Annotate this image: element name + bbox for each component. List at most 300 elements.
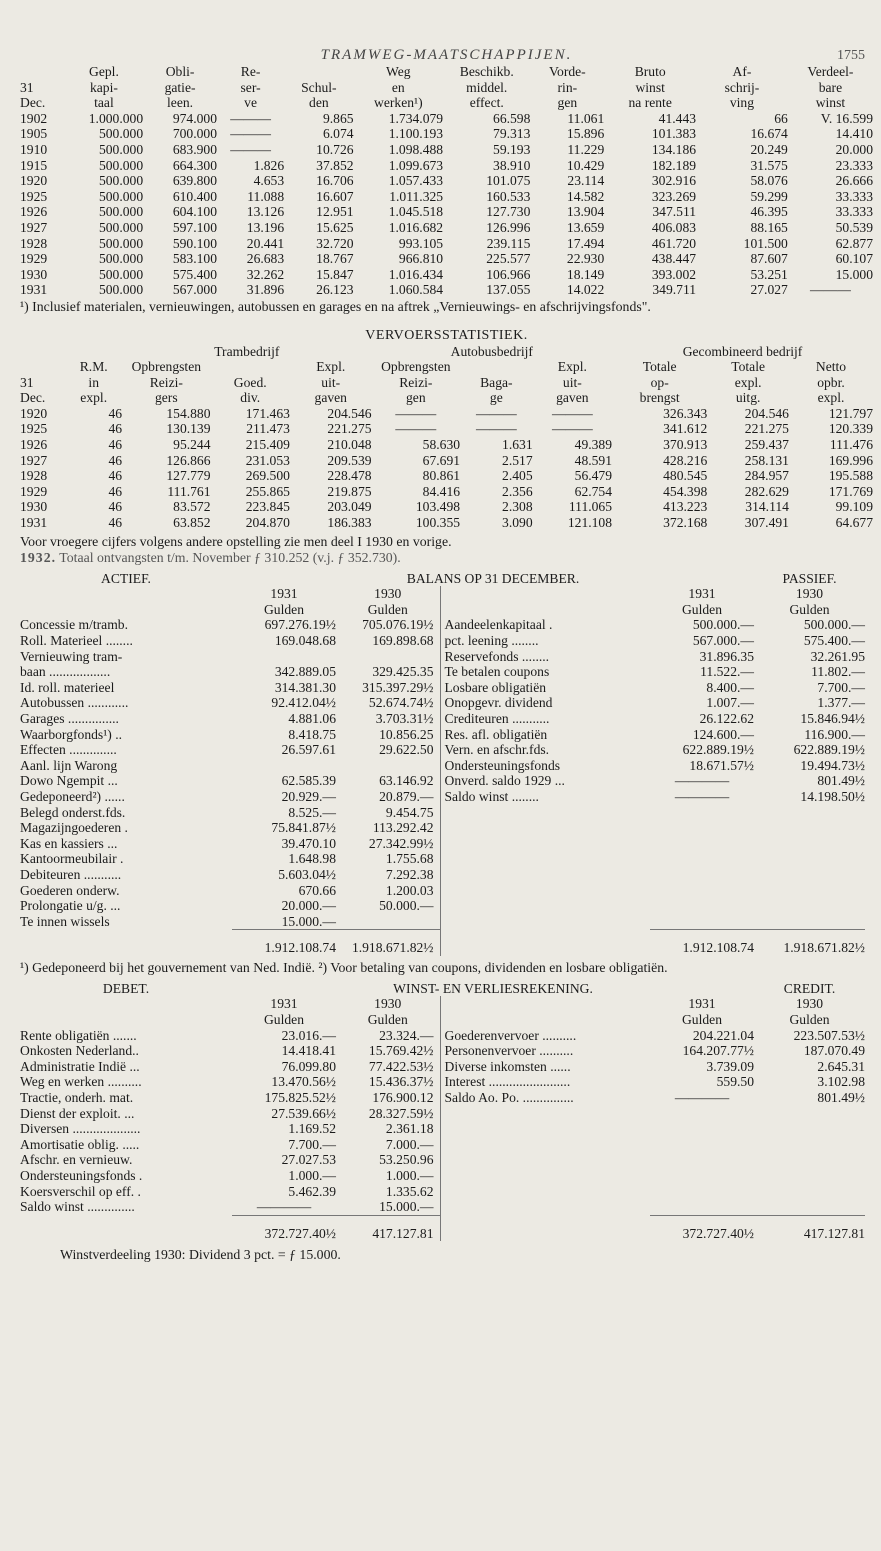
- pnl-year: Gulden: [681, 1012, 723, 1028]
- financial-cell: 10.429: [566, 157, 605, 173]
- financial-cell: 500.000: [98, 188, 144, 204]
- financial-cell: 1.057.433: [388, 173, 444, 189]
- transport-cell: 111.065: [568, 499, 613, 515]
- transport-cell: 2.308: [502, 499, 533, 515]
- pnl-spacer: [440, 996, 650, 1012]
- pnl-empty: [440, 1215, 650, 1241]
- financial-header-cell: winst: [815, 95, 846, 111]
- page-header: [20, 0, 873, 64]
- balance-label: Res. afl. obligatiën: [440, 727, 650, 743]
- financial-cell: 1915: [20, 157, 48, 173]
- transport-cell: 48.591: [574, 452, 613, 468]
- financial-row: [20, 220, 873, 236]
- pnl-value: 53.250.96: [379, 1152, 434, 1168]
- balance-empty: [754, 836, 865, 852]
- balance-row: [20, 805, 865, 821]
- financial-cell: 46.395: [750, 204, 788, 220]
- transport-header-cell: Dec.: [20, 390, 46, 406]
- pnl-empty: [754, 1199, 865, 1215]
- financial-cell: 500.000: [98, 251, 144, 267]
- pnl-row: [20, 1184, 865, 1200]
- balance-empty: [650, 867, 754, 883]
- transport-header-cell: 31: [20, 374, 34, 390]
- financial-cell: 26.683: [246, 251, 285, 267]
- pnl-empty: [754, 1106, 865, 1122]
- financial-header-cell: Vorde-: [548, 64, 586, 79]
- transport-cell: 307.491: [744, 515, 789, 531]
- financial-cell: 20.249: [750, 141, 788, 157]
- balance-label: Vern. en afschr.fds.: [440, 742, 650, 758]
- financial-row: [20, 126, 873, 142]
- transport-cell: 228.478: [327, 468, 372, 484]
- pnl-row: [20, 1106, 865, 1122]
- transport-header-cell: gaven: [314, 390, 347, 406]
- transport-row: [20, 484, 873, 500]
- transport-header-cell: opbr.: [817, 374, 845, 390]
- transport-cell: 127.779: [166, 468, 211, 484]
- balance-year: 1931: [688, 586, 716, 602]
- financial-header-cell: schrij-: [724, 79, 760, 95]
- balance-label: Crediteuren ...........: [440, 711, 650, 727]
- financial-cell: 20.441: [246, 235, 285, 251]
- financial-cell: 500.000: [98, 235, 144, 251]
- balance-empty: [440, 851, 650, 867]
- transport-cell: ———: [395, 405, 437, 421]
- balance-total-row: [20, 930, 865, 956]
- balance-row: [20, 758, 865, 774]
- financial-cell: 59.193: [493, 141, 531, 157]
- balance-total: 1.912.108.74: [232, 930, 336, 956]
- balance-empty: [650, 898, 754, 914]
- transport-cell: 1926: [20, 437, 48, 453]
- balance-value: 1.007.—: [706, 695, 754, 711]
- transport-cell: 370.913: [663, 437, 708, 453]
- balance-value: 567.000.—: [692, 633, 754, 648]
- pnl-empty: [440, 1168, 650, 1184]
- transport-cell: 80.861: [422, 468, 461, 484]
- financial-cell: 683.900: [172, 141, 217, 157]
- financial-cell: 23.114: [567, 173, 605, 189]
- financial-cell: 1.099.673: [388, 157, 444, 173]
- transport-cell: 2.405: [502, 468, 533, 484]
- transport-header-row: [20, 359, 873, 375]
- balance-value: 26.122.62: [699, 710, 754, 726]
- pnl-label: Tractie, onderh. mat.: [20, 1090, 134, 1106]
- pnl-year: Gulden: [263, 1012, 305, 1028]
- pnl-year: 1930: [374, 996, 402, 1012]
- financial-cell: 127.730: [486, 204, 531, 220]
- financial-cell: 66.598: [493, 110, 531, 126]
- pnl-row: [20, 1028, 865, 1044]
- financial-row: [20, 158, 873, 174]
- transport-cell: 223.845: [245, 499, 290, 515]
- balance-label: pct. leening ........: [440, 633, 650, 649]
- balance-row: [20, 649, 865, 665]
- balance-empty: [650, 883, 754, 899]
- balance-value: 18.671.57½: [689, 757, 754, 773]
- transport-cell: ———: [475, 405, 517, 421]
- transport-cell: 46: [108, 483, 123, 499]
- pnl-value: 1.000.—: [385, 1168, 434, 1183]
- transport-header-cell: brengst: [639, 390, 680, 406]
- balance-value: [336, 914, 440, 930]
- balance-value: 92.412.04½: [271, 695, 336, 711]
- pnl-value: 3.739.09: [706, 1058, 754, 1074]
- transport-row: [20, 468, 873, 484]
- transport-row: [20, 453, 873, 469]
- financial-cell: 993.105: [398, 235, 444, 251]
- balance-value: 697.276.19½: [264, 617, 336, 633]
- financial-cell: 438.447: [651, 251, 697, 267]
- pnl-row: [20, 1137, 865, 1153]
- pnl-value: 14.418.41: [281, 1043, 336, 1059]
- financial-header-cell: [284, 64, 353, 80]
- balance-value: 9.454.75: [385, 804, 434, 820]
- pnl-value: 559.50: [716, 1074, 754, 1090]
- dividend-note: Winstverdeeling 1930: Dividend 3 pct. = ƒ 15.000.: [60, 1247, 341, 1263]
- balance-row: [20, 773, 865, 789]
- pnl-years-row: [20, 996, 865, 1012]
- pnl-value: 28.327.59½: [368, 1105, 434, 1121]
- balance-label: Autobussen ............: [20, 695, 129, 711]
- transport-cell: 221.275: [327, 421, 372, 437]
- financial-header-cell: Schul-: [301, 79, 337, 95]
- financial-cell: 106.966: [486, 266, 531, 282]
- pnl-empty: [440, 1121, 650, 1137]
- financial-cell: 160.533: [486, 188, 531, 204]
- financial-cell: 15.000: [835, 266, 873, 282]
- financial-cell: 13.904: [566, 204, 605, 220]
- pnl-label: Goederenvervoer ..........: [440, 1028, 650, 1044]
- financial-cell: 500.000: [98, 173, 144, 189]
- financial-header-cell: kapi-: [89, 79, 118, 95]
- transport-header-cell: ge: [489, 390, 503, 406]
- pnl-value: 23.324.—: [379, 1027, 434, 1043]
- financial-cell: 700.000: [172, 126, 217, 142]
- financial-row: [20, 251, 873, 267]
- balance-value: 4.881.06: [288, 710, 336, 726]
- financial-cell: 16.607: [316, 188, 354, 204]
- transport-cell: 1928: [20, 468, 48, 484]
- transport-cell: 186.383: [327, 515, 372, 531]
- balance-label: Garages ...............: [20, 710, 119, 726]
- balance-value: 8.400.—: [706, 679, 754, 695]
- financial-cell: 583.100: [172, 251, 217, 267]
- balance-empty: [440, 867, 650, 883]
- pnl-total: 372.727.40½: [232, 1215, 336, 1241]
- balance-empty: [650, 836, 754, 852]
- balance-value: 124.600.—: [692, 726, 754, 742]
- transport-header-cell: expl.: [734, 374, 762, 390]
- financial-cell: 18.149: [566, 266, 605, 282]
- financial-header-cell: Weg: [386, 64, 411, 79]
- financial-cell: 500.000: [98, 266, 144, 282]
- financial-cell: 27.027: [750, 282, 788, 298]
- financial-cell: 26.123: [316, 282, 354, 298]
- balance-value: 500.000.—: [803, 617, 865, 633]
- financial-cell: 500.000: [98, 141, 144, 157]
- balance-row: [20, 883, 865, 899]
- balance-year: Gulden: [367, 601, 408, 617]
- financial-cell: 500.000: [98, 219, 144, 235]
- transport-cell: 103.498: [415, 499, 461, 515]
- transport-cell: 1927: [20, 452, 48, 468]
- balance-value: 62.585.39: [281, 773, 336, 789]
- balance-row: [20, 633, 865, 649]
- pnl-value: 13.470.56½: [271, 1074, 336, 1090]
- financial-cell: 10.726: [316, 141, 354, 157]
- transport-header-cell: gaven: [556, 390, 589, 406]
- note-text: Totaal ontvangsten t/m. November ƒ 310.252 (v.j. ƒ 352.730).: [59, 549, 401, 565]
- balance-spacer: [440, 586, 650, 602]
- pnl-value: 1.000.—: [288, 1168, 336, 1183]
- financial-cell: 33.333: [835, 204, 873, 220]
- balance-year: Gulden: [263, 601, 305, 617]
- financial-cell: 1931: [20, 282, 48, 298]
- transport-row: [20, 421, 873, 437]
- balance-value: 3.703.31½: [375, 710, 434, 726]
- balance-year: 1931: [270, 586, 298, 602]
- financial-header-cell: taal: [94, 95, 114, 111]
- balance-label: Aandeelenkapitaal .: [440, 617, 650, 633]
- transport-header-cell: uitg.: [735, 390, 761, 406]
- balance-label: Losbare obligatiën: [440, 680, 650, 696]
- pnl-row: [20, 1059, 865, 1075]
- transport-cell: 282.629: [744, 483, 789, 499]
- financial-cell: 1.826: [253, 157, 285, 173]
- transport-cell: 284.957: [744, 468, 789, 484]
- transport-table: [20, 344, 873, 531]
- transport-group-header: [20, 344, 122, 360]
- financial-cell: 1.098.488: [388, 141, 444, 157]
- financial-cell: 461.720: [651, 235, 697, 251]
- financial-cell: 11.229: [567, 141, 605, 157]
- financial-cell: 610.400: [172, 188, 217, 204]
- pnl-row: [20, 1199, 865, 1215]
- balance-empty: [754, 867, 865, 883]
- pnl-year: 1930: [795, 996, 824, 1012]
- financial-cell: 14.410: [835, 126, 873, 142]
- transport-cell: 428.216: [663, 452, 708, 468]
- financial-cell: 567.000: [172, 282, 217, 298]
- balance-empty: [650, 914, 754, 930]
- profit-loss-statement: [20, 981, 865, 1242]
- transport-row: [20, 437, 873, 453]
- page-number: 1755: [837, 48, 865, 63]
- balance-label: Reservefonds ........: [440, 649, 650, 665]
- financial-cell: ———: [810, 282, 851, 298]
- financial-cell: 1929: [20, 251, 48, 267]
- balance-value: 622.889.19½: [682, 742, 754, 758]
- transport-cell: 195.588: [828, 468, 873, 484]
- financial-header-cell: werken¹): [374, 95, 423, 111]
- pnl-row: [20, 1074, 865, 1090]
- pnl-value: 175.825.52½: [264, 1090, 336, 1106]
- financial-header-cell: ving: [729, 95, 755, 111]
- balance-label: Saldo winst ........: [440, 789, 650, 805]
- pnl-value: 7.700.—: [288, 1136, 336, 1152]
- financial-cell: 20.000: [835, 141, 873, 157]
- balance-value: 20.929.—: [281, 788, 336, 804]
- balance-label: Gedeponeerd²) ......: [20, 788, 125, 804]
- transport-cell: 258.131: [744, 452, 789, 468]
- financial-cell: ———: [230, 126, 271, 142]
- balance-row: [20, 680, 865, 696]
- transport-cell: ———: [395, 421, 437, 437]
- transport-cell: 203.049: [327, 499, 372, 515]
- pnl-year: 1931: [270, 996, 298, 1012]
- pnl-label: Saldo winst ..............: [20, 1199, 135, 1215]
- pnl-label: Interest ........................: [440, 1074, 650, 1090]
- pnl-value: 3.102.98: [817, 1074, 865, 1090]
- transport-cell: 269.500: [245, 468, 290, 484]
- financial-cell: 16.706: [316, 173, 354, 189]
- transport-cell: ———: [551, 405, 593, 421]
- balance-value: 31.896.35: [699, 648, 754, 664]
- transport-cell: 46: [108, 421, 123, 437]
- balance-value: 329.425.35: [372, 664, 434, 680]
- pnl-label: Koersverschil op eff. .: [20, 1183, 141, 1199]
- balance-row: [20, 617, 865, 633]
- balance-total: 1.918.671.82½: [754, 930, 865, 956]
- transport-header-cell: expl.: [817, 390, 845, 406]
- pnl-year: Gulden: [367, 1012, 408, 1028]
- pnl-label: Rente obligatiën .......: [20, 1027, 137, 1043]
- balance-empty: [754, 914, 865, 930]
- pnl-total-row: [20, 1215, 865, 1241]
- financial-cell: 500.000: [98, 126, 144, 142]
- balance-value: 15.846.94½: [800, 710, 865, 726]
- pnl-row: [20, 1090, 865, 1106]
- transport-cell: 326.343: [663, 405, 708, 421]
- pnl-empty: [440, 1199, 650, 1215]
- balance-label: Waarborgfonds¹) ..: [20, 726, 123, 742]
- transport-cell: 221.275: [744, 421, 789, 437]
- note-year: 1932.: [20, 549, 57, 565]
- balance-value: 113.292.42: [372, 820, 434, 836]
- financial-cell: ———: [230, 110, 271, 126]
- financial-cell: 182.189: [651, 157, 697, 173]
- financial-row: [20, 189, 873, 205]
- pnl-value: 15.436.37½: [368, 1074, 434, 1090]
- financial-cell: 18.767: [316, 251, 354, 267]
- transport-cell: 46: [108, 468, 123, 484]
- transport-cell: ———: [475, 421, 517, 437]
- balance-empty: [440, 836, 650, 852]
- financial-cell: 1905: [20, 126, 48, 142]
- transport-cell: 64.677: [835, 515, 873, 531]
- transport-group-row: [20, 344, 873, 360]
- financial-header-cell: gen: [557, 95, 578, 111]
- balance-label: Concessie m/tramb.: [20, 617, 128, 633]
- balance-empty: [754, 820, 865, 836]
- balance-value: 32.261.95: [810, 648, 865, 664]
- financial-cell: 1927: [20, 219, 48, 235]
- financial-table: [20, 64, 873, 298]
- transport-group-header: Gecombineerd bedrijf: [682, 343, 803, 359]
- balance-empty: [440, 898, 650, 914]
- financial-cell: 14.022: [566, 282, 605, 298]
- financial-cell: 639.800: [172, 173, 217, 189]
- financial-cell: 31.896: [246, 282, 285, 298]
- balance-value: 342.889.05: [274, 664, 336, 680]
- financial-cell: 15.625: [316, 219, 354, 235]
- pnl-total: 417.127.81: [336, 1215, 440, 1241]
- transport-cell: 49.389: [574, 437, 613, 453]
- balance-empty: [754, 805, 865, 821]
- financial-cell: ———: [230, 141, 271, 157]
- pnl-label: Afschr. en vernieuw.: [20, 1152, 133, 1168]
- balance-value: 29.622.50: [379, 742, 434, 758]
- balance-value: [232, 758, 336, 774]
- balance-label: Te innen wissels: [20, 913, 110, 929]
- balance-empty: [650, 805, 754, 821]
- balance-value: 27.342.99½: [368, 835, 434, 851]
- balance-year: 1930: [374, 586, 402, 602]
- balance-row: [20, 914, 865, 930]
- financial-row: [20, 282, 873, 298]
- pnl-value: 204.221.04: [692, 1027, 754, 1043]
- financial-cell: 12.951: [316, 204, 354, 220]
- balance-footnote: ¹) Gedeponeerd bij het gouvernement van Ned. Indië. ²) Voor betaling van coupons, dividenden en losbare obligatiën.: [20, 959, 668, 975]
- financial-cell: 1928: [20, 235, 48, 251]
- balance-title-row: [20, 571, 865, 587]
- transport-cell: 46: [108, 405, 123, 421]
- financial-cell: 1.045.518: [388, 204, 444, 220]
- balance-value: 52.674.74½: [368, 695, 434, 711]
- transport-cell: 372.168: [663, 515, 708, 531]
- financial-cell: 134.186: [651, 141, 697, 157]
- transport-cell: 314.114: [745, 499, 789, 515]
- financial-cell: 88.165: [750, 219, 788, 235]
- balance-value: 75.841.87½: [271, 820, 336, 836]
- balance-label: Belegd onderst.fds.: [20, 804, 126, 820]
- transport-header-cell: uit-: [562, 374, 582, 390]
- balance-row: [20, 727, 865, 743]
- financial-header-cell: Re-: [240, 64, 261, 79]
- balance-total: 1.912.108.74: [650, 930, 754, 956]
- pnl-empty: [754, 1152, 865, 1168]
- pnl-empty: [650, 1199, 754, 1215]
- financial-cell: 1.734.079: [388, 110, 444, 126]
- financial-cell: 101.075: [486, 173, 531, 189]
- financial-cell: 6.074: [322, 126, 354, 142]
- balance-year: Gulden: [789, 601, 830, 617]
- balance-label: Vernieuwing tram-: [20, 648, 123, 664]
- transport-header-cell: gers: [154, 390, 178, 406]
- balance-label: Te betalen coupons: [440, 664, 650, 680]
- pnl-empty: [650, 1184, 754, 1200]
- financial-cell: 11.061: [567, 110, 605, 126]
- financial-cell: 137.055: [486, 282, 531, 298]
- financial-row: [20, 142, 873, 158]
- balance-label: Effecten ..............: [20, 742, 117, 758]
- transport-cell: 121.797: [828, 405, 873, 421]
- financial-header-cell: 31: [20, 79, 34, 95]
- balance-sheet: [20, 571, 865, 956]
- financial-header-cell: Gepl.: [89, 64, 119, 79]
- financial-cell: 323.269: [651, 188, 697, 204]
- balance-year: 1930: [795, 586, 824, 602]
- financial-cell: 32.720: [316, 235, 354, 251]
- transport-header-cell: [20, 359, 65, 375]
- financial-cell: 53.251: [750, 266, 788, 282]
- transport-cell: 63.852: [173, 515, 211, 531]
- financial-header-cell: [20, 64, 65, 80]
- balance-value: 20.879.—: [379, 788, 434, 804]
- transport-cell: 83.572: [173, 499, 211, 515]
- pnl-label: Weg en werken ..........: [20, 1074, 142, 1090]
